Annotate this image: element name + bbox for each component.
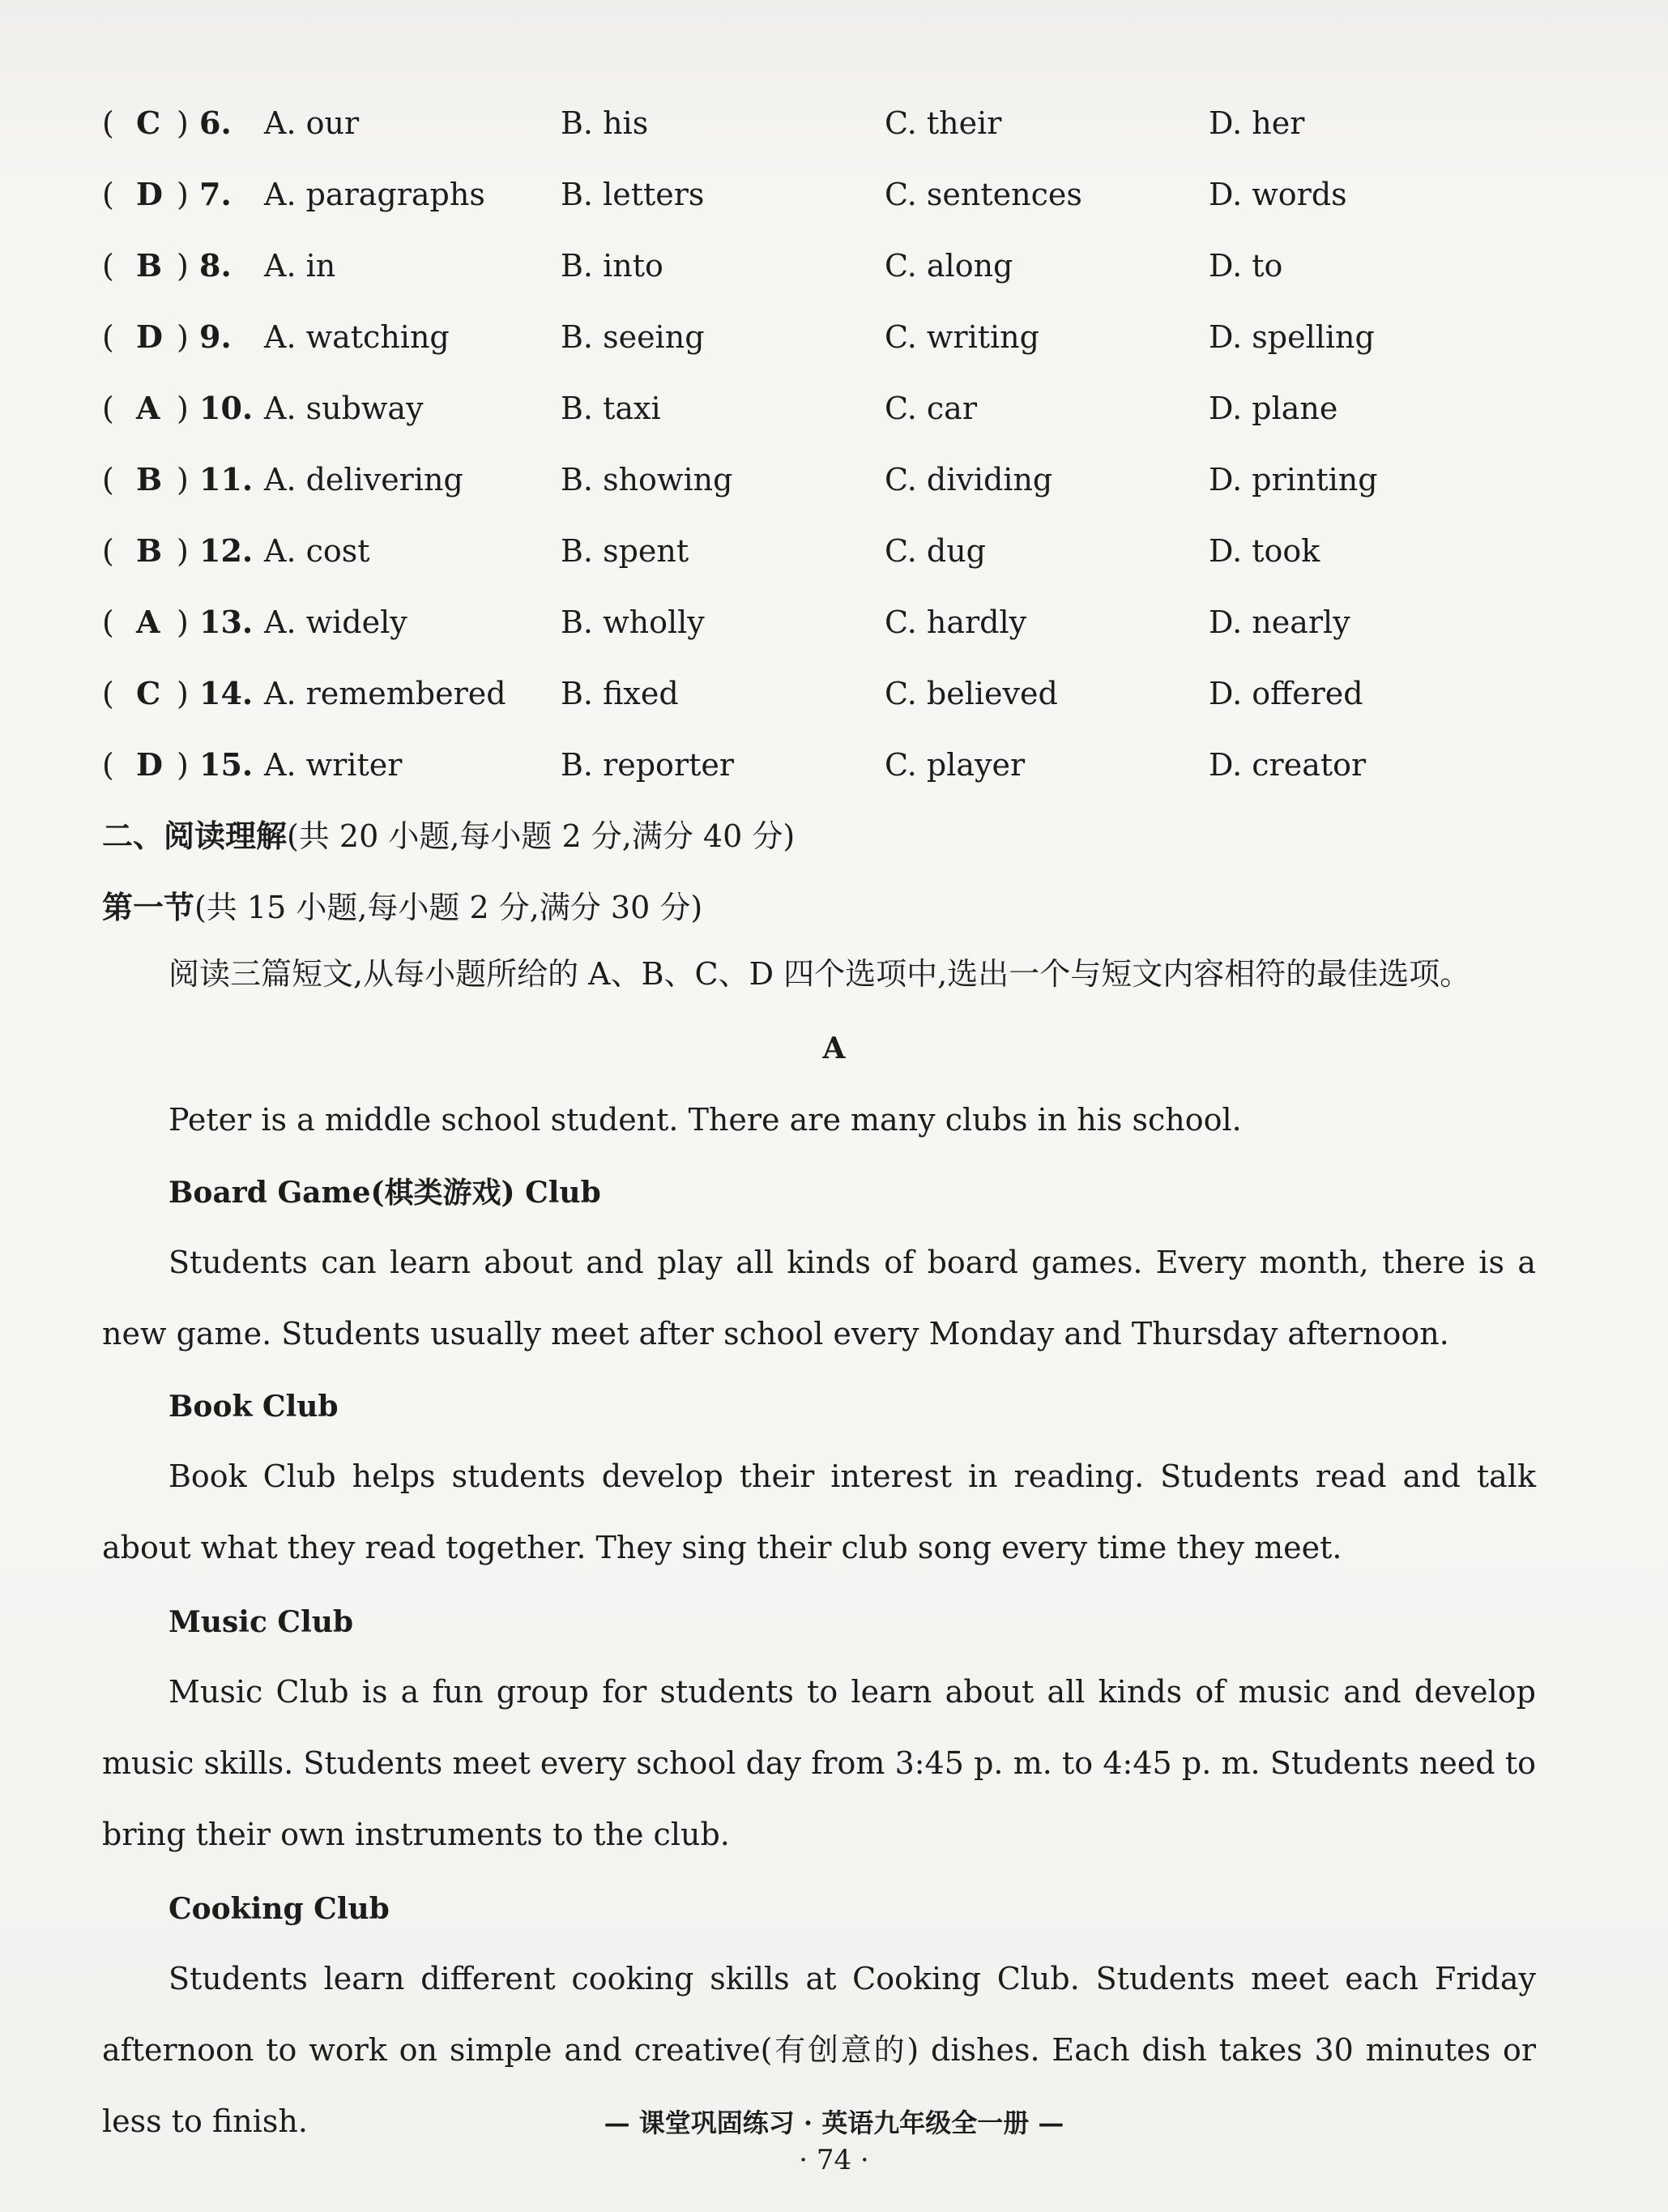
club-title-book: Book Club [169,1390,339,1424]
question-row-13 [102,598,1601,647]
paren-close: ) [177,248,189,284]
question-number: 6. [199,105,232,141]
club-text-cooking: Students learn different cooking skills at Cooking Club. Students meet each Friday afternoon to work on simple and creative(有创意的) dishes. Each dish takes 30 minutes or less to finish. [102,1961,1536,2139]
section-heading [102,812,795,860]
question-row-10 [102,384,1601,433]
question-number: 13. [199,604,254,640]
passage-intro: Peter is a middle school student. There are many clubs in his school. [169,1102,1242,1138]
question-row-8 [102,241,1601,290]
option-c: C. writing [885,319,1039,355]
paren-close: ) [177,177,189,212]
paren-close: ) [177,533,189,569]
answer-letter: A [136,604,160,640]
option-a: A. paragraphs [264,177,485,212]
question-row-9 [102,313,1601,361]
option-d: D. her [1209,105,1305,141]
paren-open: ( [102,319,114,355]
option-d: D. creator [1209,747,1367,783]
question-number: 12. [199,532,254,569]
paren-open: ( [102,248,114,284]
option-b: B. wholly [561,604,705,640]
option-b: B. taxi [561,391,661,426]
option-c: C. sentences [885,177,1082,212]
option-c: C. hardly [885,604,1027,640]
option-d: D. to [1209,248,1283,284]
option-b: B. fixed [561,676,679,711]
question-number: 15. [199,746,254,783]
club-title-board-game: Board Game(棋类游戏) Club [169,1176,601,1210]
question-number: 10. [199,390,254,426]
paren-open: ( [102,533,114,569]
option-c: C. car [885,391,977,426]
answer-letter: C [136,105,161,141]
question-row-6 [102,99,1601,147]
option-d: D. nearly [1209,604,1350,640]
paren-open: ( [102,391,114,426]
part-title-bold: 第一节 [102,889,195,925]
answer-letter: C [136,675,161,711]
question-row-14 [102,669,1601,718]
question-row-15 [102,741,1601,789]
option-a: A. delivering [264,462,463,497]
option-c: C. player [885,747,1026,783]
option-c: C. along [885,248,1013,284]
paren-open: ( [102,676,114,711]
paren-open: ( [102,105,114,141]
question-row-12 [102,527,1601,575]
answer-letter: B [136,532,163,569]
club-text-book: Book Club helps students develop their interest in reading. Students read and talk about what they read together. They sing their club song every time they meet. [102,1458,1536,1565]
option-b: B. seeing [561,319,705,355]
question-number: 11. [199,461,254,497]
club-text-music: Music Club is a fun group for students to learn about all kinds of music and develop music skills. Students meet every school day from 3:45 p. m. to 4:45 p. m. Students need to bring their own instruments to the club. [102,1674,1536,1852]
question-number: 7. [199,176,232,212]
section-title-rest: (共 20 小题,每小题 2 分,满分 40 分) [287,818,796,854]
option-b: B. spent [561,533,689,569]
paren-close: ) [177,319,189,355]
paren-open: ( [102,462,114,497]
paren-open: ( [102,177,114,212]
passage-letter: A [822,1031,846,1065]
answer-letter: D [136,746,163,783]
question-number: 9. [199,318,232,355]
section-title-bold: 二、阅读理解 [102,818,288,854]
option-d: D. spelling [1209,319,1375,355]
paren-close: ) [177,747,189,783]
answer-letter: A [136,390,160,426]
footer-book-title: — 课堂巩固练习 · 英语九年级全一册 — [604,2107,1064,2138]
part-title-rest: (共 15 小题,每小题 2 分,满分 30 分) [194,890,703,925]
option-d: D. offered [1209,676,1363,711]
answer-letter: D [136,318,163,355]
paren-open: ( [102,747,114,783]
option-c: C. their [885,105,1002,141]
option-a: A. writer [264,747,403,783]
answer-letter: B [136,461,163,497]
club-title-cooking: Cooking Club [169,1892,390,1926]
option-b: B. his [561,105,649,141]
paren-close: ) [177,462,189,497]
club-text-board-game: Students can learn about and play all kinds of board games. Every month, there is a new game. Students usually meet after school every Monday and Thursday afternoon. [102,1245,1536,1352]
option-d: D. plane [1209,391,1338,426]
part-heading [102,883,702,932]
paren-close: ) [177,676,189,711]
question-row-7 [102,170,1601,219]
paren-close: ) [177,105,189,141]
option-a: A. our [264,105,360,141]
option-d: D. words [1209,177,1347,212]
option-c: C. dividing [885,462,1053,497]
option-a: A. cost [264,533,370,569]
option-a: A. in [264,248,336,284]
paren-close: ) [177,604,189,640]
question-number: 14. [199,675,254,711]
question-row-11 [102,455,1601,504]
option-d: D. took [1209,533,1320,569]
option-c: C. believed [885,676,1058,711]
option-b: B. into [561,248,663,284]
option-a: A. widely [264,604,407,640]
paren-close: ) [177,391,189,426]
option-a: A. watching [264,319,450,355]
page-number: · 74 · [799,2144,869,2176]
paren-open: ( [102,604,114,640]
option-a: A. subway [264,391,424,426]
option-b: B. showing [561,462,733,497]
club-title-music: Music Club [169,1605,354,1639]
answer-letter: B [136,247,163,284]
option-b: B. letters [561,177,705,212]
option-a: A. remembered [264,676,506,711]
instruction-text: 阅读三篇短文,从每小题所给的 A、B、C、D 四个选项中,选出一个与短文内容相符的最佳选项。 [169,956,1471,992]
option-c: C. dug [885,533,987,569]
answer-letter: D [136,176,163,212]
option-d: D. printing [1209,462,1378,497]
question-number: 8. [199,247,232,284]
option-b: B. reporter [561,747,735,783]
